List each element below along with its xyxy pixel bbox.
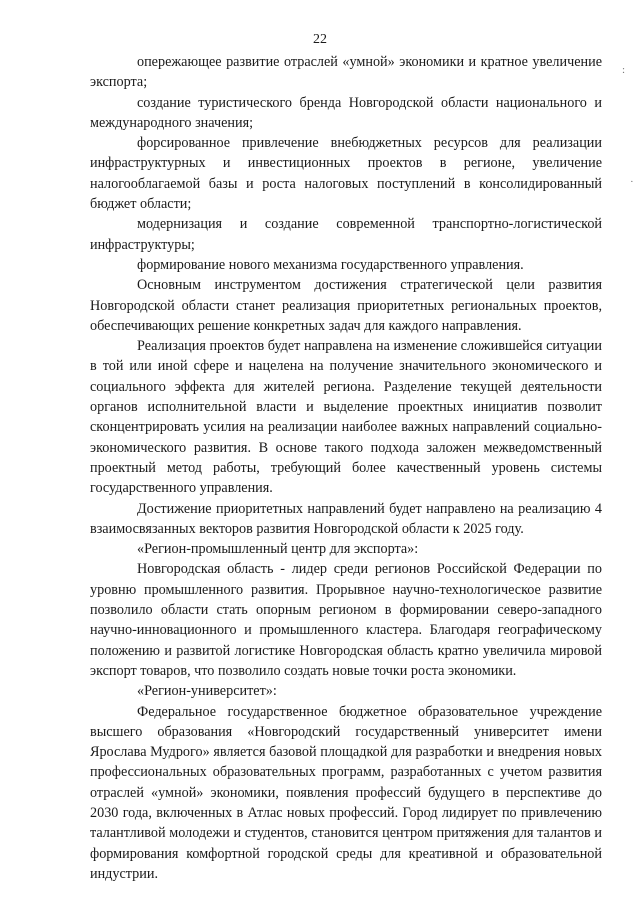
paragraph: Реализация проектов будет направлена на изменение сложившейся ситуации в той или иной сфере и нацелена на получение значительного экономического и социального эффекта для жителей региона. Разделение текущей деятельности органов исполнительной власти и выделение проектных инициатив позволит сконцентрировать усилия на реализации наиболее важных направлений социально-экономического развития. В основе такого подхода заложен межведомственный проектный метод работы, требующий более качественный уровень системы государственного управления. [90,338,602,497]
paragraph-list-item: создание туристического бренда Новгородской области национального и международного значения; [90,94,602,131]
paragraph-list-item: модернизация и создание современной транспортно-логистической инфраструктуры; [90,216,602,253]
paragraph: Новгородская область - лидер среди регионов Российской Федерации по уровню промышленного развития. Прорывное научно-технологическое развитие позволило области стать опорным регионом в формировании северо-западного научно-инновационного и промышленного кластера. Благодаря географическому положению и развитой логистике Новгородская область кратно увеличила мировой экспорт товаров, что позволило создать новые точки роста экономики. [90,561,602,679]
paragraph-list-item: форсированное привлечение внебюджетных ресурсов для реализации инфраструктурных и инвестиционных проектов в регионе, увеличение налогооблагаемой базы и роста налоговых поступлений в консолидированный бюджет области; [90,135,602,213]
margin-mark: : [622,64,626,76]
paragraph-list-item: формирование нового механизма государственного управления. [137,256,524,273]
section-heading: «Регион-университет»: [137,683,277,700]
document-body [90,52,602,884]
paragraph-list-item: опережающее развитие отраслей «умной» экономики и кратное увеличение экспорта; [90,54,602,91]
paragraph: Основным инструментом достижения стратегической цели развития Новгородской области станет реализация приоритетных региональных проектов, обеспечивающих решение конкретных задач для каждого направления. [90,277,602,334]
paragraph: Достижение приоритетных направлений будет направлено на реализацию 4 взаимосвязанных векторов развития Новгородской области к 2025 году. [90,500,602,537]
section-heading: «Регион-промышленный центр для экспорта»: [137,541,419,558]
margin-mark: · [630,176,634,188]
paragraph: Федеральное государственное бюджетное образовательное учреждение высшего образования «Новгородский государственный университет имени Ярослава Мудрого» является базовой площадкой для разработки и внедрения новых профессиональных образовательных программ, разработанных с учетом развития отраслей «умной» экономики, появления профессий будущего в перспективе до 2030 года, включенных в Атлас новых профессий. Город лидирует по привлечению талантливой молодежи и студентов, становится центром притяжения для талантов и формирования комфортной городской среды для креативной и образовательной индустрии. [90,703,602,882]
page-number: 22 [313,32,327,47]
